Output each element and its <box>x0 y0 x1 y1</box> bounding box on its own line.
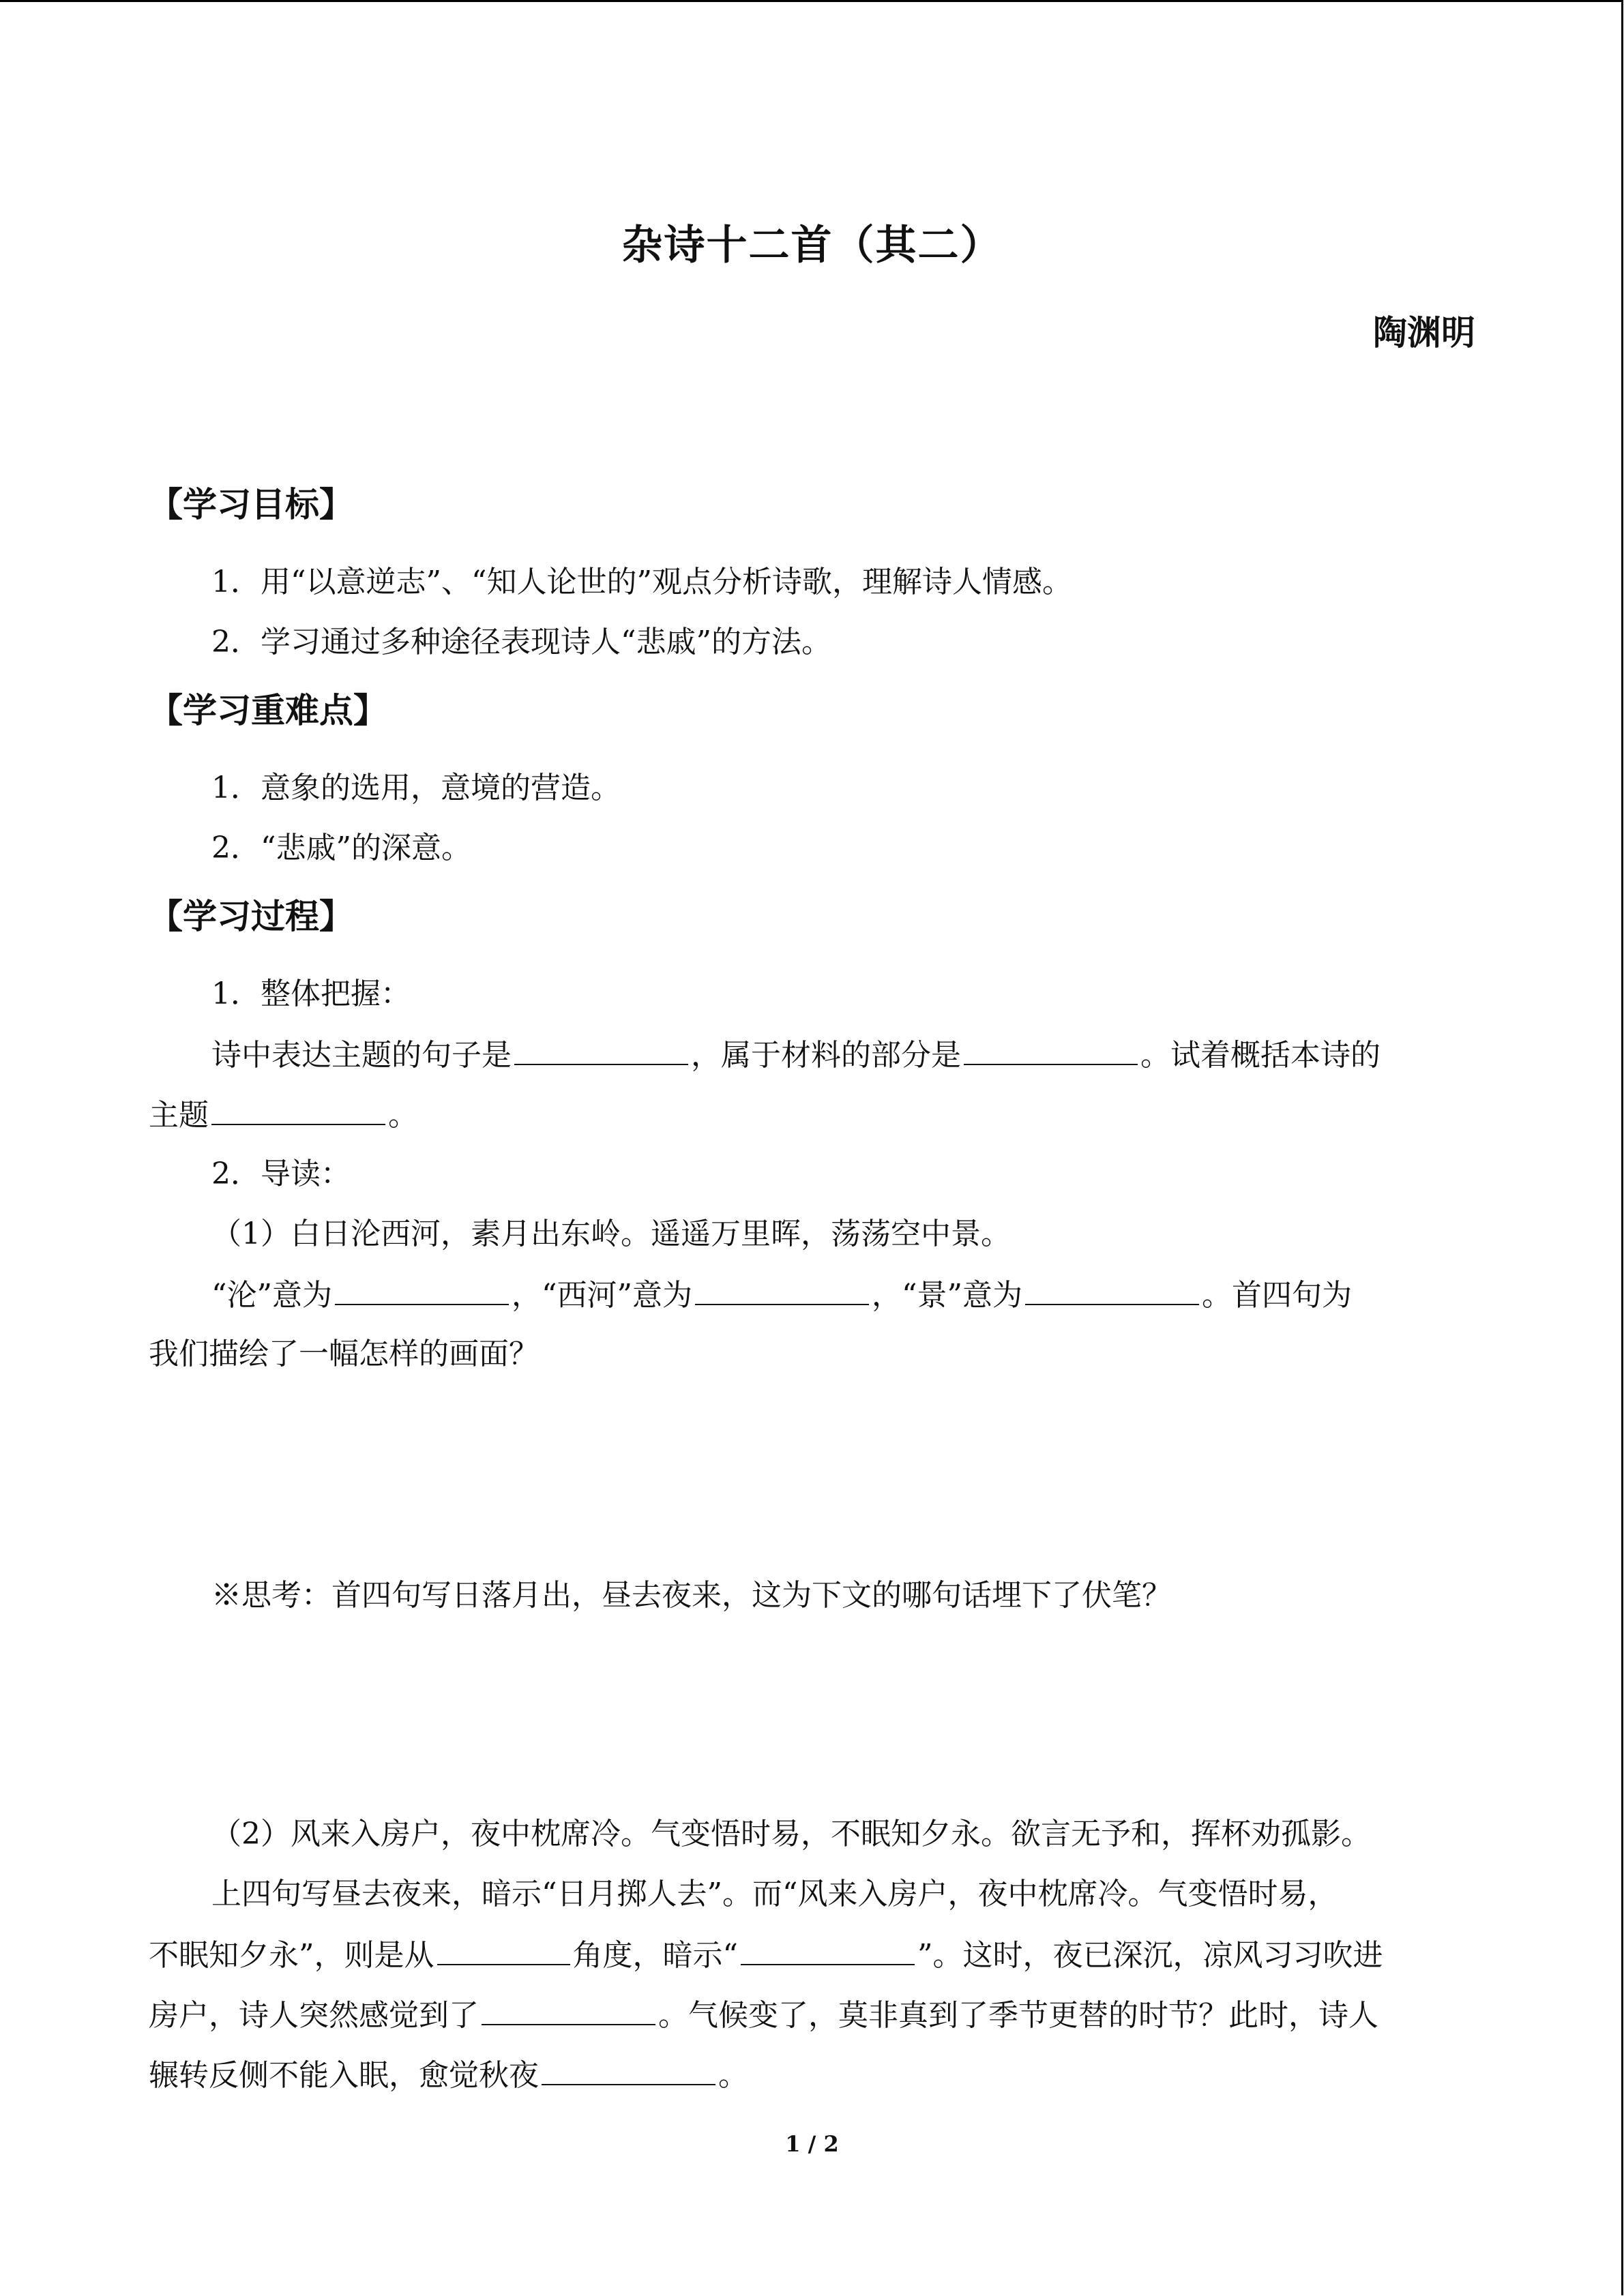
fill-blank[interactable] <box>335 1274 509 1305</box>
text-segment: 。气候变了，莫非真到了季节更替的时节？此时，诗人 <box>658 1998 1378 2033</box>
fill-blank[interactable] <box>1025 1274 1199 1305</box>
fill-blank[interactable] <box>514 1034 688 1065</box>
fill-blank[interactable] <box>695 1274 869 1305</box>
think-question: ※思考：首四句写日落月出，昼去夜来，这为下文的哪句话埋下了伏笔？ <box>211 1578 1172 1613</box>
fill-blank[interactable] <box>482 1994 655 2025</box>
text-segment: ，“西河”意为 <box>512 1278 692 1313</box>
text-segment: 。 <box>718 2058 748 2093</box>
process-item-2-label: 2．导读： <box>211 1157 351 1191</box>
page-title: 杂诗十二首（其二） <box>621 222 1003 269</box>
goal-item-1: 1．用“以意逆志”、“知人论世的”观点分析诗歌，理解诗人情感。 <box>211 565 1072 599</box>
fill-blank[interactable] <box>211 1094 385 1125</box>
process-item-1-question <box>211 1034 1381 1076</box>
author-name: 陶渊明 <box>1373 313 1475 353</box>
text-segment: 角度，暗示“ <box>572 1938 738 1973</box>
fill-blank[interactable] <box>741 1934 915 1965</box>
stanza-1-question-cont: 我们描绘了一幅怎样的画面？ <box>149 1337 539 1371</box>
page-number: 1 / 2 <box>785 2131 839 2157</box>
section-heading-key-points: 【学习重难点】 <box>149 691 387 730</box>
text-segment: ”。这时，夜已深沉，凉风习习吹进 <box>917 1938 1383 1973</box>
text-segment: 主题 <box>149 1098 209 1133</box>
process-item-1-question-cont <box>149 1094 418 1136</box>
stanza-2-analysis-line2 <box>149 1934 1383 1976</box>
text-segment: 。 <box>388 1098 418 1133</box>
text-segment: 诗中表达主题的句子是 <box>211 1038 512 1073</box>
text-segment: 不眠知夕永”，则是从 <box>149 1938 434 1973</box>
text-segment: 。试着概括本诗的 <box>1140 1038 1381 1073</box>
stanza-2-analysis-line3 <box>149 1994 1378 2036</box>
process-item-1-label: 1．整体把握： <box>211 976 411 1011</box>
goal-item-2: 2．学习通过多种途径表现诗人“悲戚”的方法。 <box>211 625 831 659</box>
fill-blank[interactable] <box>542 2054 715 2085</box>
key-point-item-1: 1．意象的选用，意境的营造。 <box>211 771 621 805</box>
key-point-item-2: 2．“悲戚”的深意。 <box>211 831 471 865</box>
stanza-2-analysis: 上四句写昼去夜来，暗示“日月掷人去”。而“风来入房户，夜中枕席冷。气变悟时易， <box>211 1877 1338 1911</box>
text-segment: “沦”意为 <box>211 1278 332 1313</box>
text-segment: ，“景”意为 <box>872 1278 1022 1313</box>
text-segment: 房户，诗人突然感觉到了 <box>149 1998 479 2033</box>
stanza-2-analysis-line4 <box>149 2054 748 2096</box>
text-segment: 辗转反侧不能入眠，愈觉秋夜 <box>149 2058 539 2093</box>
text-segment: 。首四句为 <box>1202 1278 1352 1313</box>
section-heading-process: 【学习过程】 <box>149 897 353 936</box>
stanza-1-question <box>211 1274 1352 1316</box>
fill-blank[interactable] <box>437 1934 570 1965</box>
section-heading-goals: 【学习目标】 <box>149 485 353 524</box>
poem-stanza-2: （2）风来入房户，夜中枕席冷。气变悟时易，不眠知夕永。欲言无予和，挥杯劝孤影。 <box>211 1817 1371 1851</box>
text-segment: ，属于材料的部分是 <box>691 1038 961 1073</box>
fill-blank[interactable] <box>964 1034 1138 1065</box>
poem-stanza-1: （1）白日沦西河，素月出东岭。遥遥万里晖，荡荡空中景。 <box>211 1217 1011 1251</box>
